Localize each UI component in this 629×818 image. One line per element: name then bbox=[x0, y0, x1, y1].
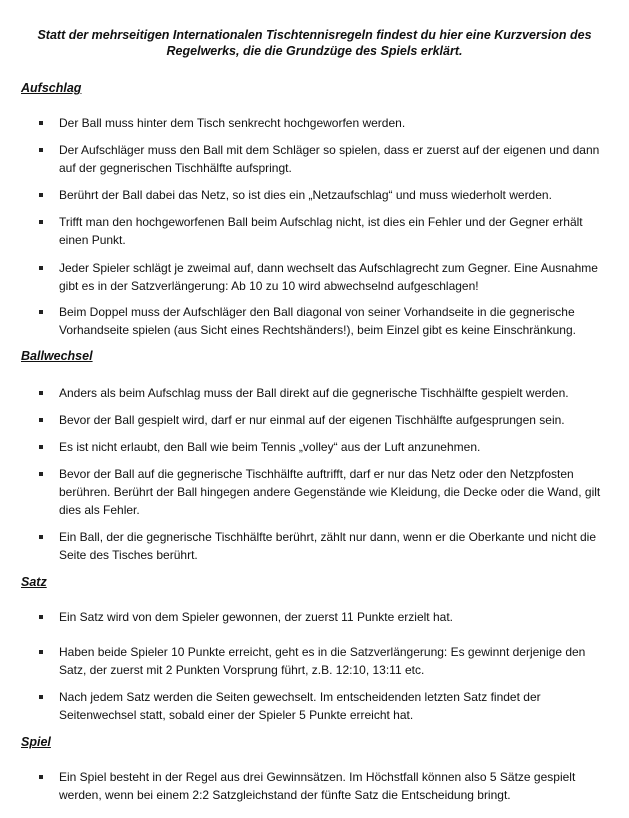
list-item: Trifft man den hochgeworfenen Ball beim Aufschlag nicht, ist dies ein Fehler und der Gegner erhält einen Punkt. bbox=[39, 213, 609, 249]
heading-spiel: Spiel bbox=[21, 735, 51, 749]
bullet-icon bbox=[39, 695, 43, 699]
list-item: Der Ball muss hinter dem Tisch senkrecht hochgeworfen werden. bbox=[39, 114, 609, 132]
bullet-icon bbox=[39, 121, 43, 125]
bullet-icon bbox=[39, 472, 43, 476]
list-item: Bevor der Ball auf die gegnerische Tischhälfte auftrifft, darf er nur das Netz oder den Netzpfosten berühren. Berührt der Ball hingegen andere Gegenstände wie Kleidung, die Decke oder die Wand, gilt dies als Fehler. bbox=[39, 465, 609, 519]
intro-text: Statt der mehrseitigen Internationalen Tischtennisregeln findest du hier eine Kurzversion des Regelwerks, die die Grundzüge des Spiels erklärt. bbox=[37, 28, 592, 58]
list-item: Nach jedem Satz werden die Seiten gewechselt. Im entscheidenden letzten Satz findet der Seitenwechsel statt, sobald einer der Spieler 5 Punkte erreicht hat. bbox=[39, 688, 609, 724]
bullet-icon bbox=[39, 535, 43, 539]
list-item: Bevor der Ball gespielt wird, darf er nur einmal auf der eigenen Tischhälfte aufgesprungen sein. bbox=[39, 411, 609, 429]
bullet-icon bbox=[39, 418, 43, 422]
bullet-icon bbox=[39, 148, 43, 152]
bullet-icon bbox=[39, 220, 43, 224]
bullet-icon bbox=[39, 650, 43, 654]
list-item: Haben beide Spieler 10 Punkte erreicht, geht es in die Satzverlängerung: Es gewinnt derjenige den Satz, der zuerst mit 2 Punkten Vorsprung führt, z.B. 12:10, 13:11 etc. bbox=[39, 643, 609, 679]
list-item: Berührt der Ball dabei das Netz, so ist dies ein „Netzaufschlag“ und muss wiederholt werden. bbox=[39, 186, 609, 204]
bullet-icon bbox=[39, 615, 43, 619]
list-item: Jeder Spieler schlägt je zweimal auf, dann wechselt das Aufschlagrecht zum Gegner. Eine Ausnahme gibt es in der Satzverlängerung: Ab 10 zu 10 wird abwechselnd aufgeschlagen! bbox=[39, 259, 609, 295]
bullet-icon bbox=[39, 193, 43, 197]
list-item: Ein Ball, der die gegnerische Tischhälfte berührt, zählt nur dann, wenn er die Oberkante und nicht die Seite des Tisches berührt. bbox=[39, 528, 609, 564]
bullet-icon bbox=[39, 775, 43, 779]
list-item: Es ist nicht erlaubt, den Ball wie beim Tennis „volley“ aus der Luft anzunehmen. bbox=[39, 438, 609, 456]
list-item: Ein Spiel besteht in der Regel aus drei Gewinnsätzen. Im Höchstfall können also 5 Sätze gespielt werden, wenn bei einem 2:2 Satzgleichstand der fünfte Satz die Entscheidung bringt. bbox=[39, 768, 609, 804]
bullet-icon bbox=[39, 266, 43, 270]
list-item: Ein Satz wird von dem Spieler gewonnen, der zuerst 11 Punkte erzielt hat. bbox=[39, 608, 609, 626]
list-item: Beim Doppel muss der Aufschläger den Ball diagonal von seiner Vorhandseite in die gegnerische Vorhandseite spielen (aus Sicht eines Rechtshänders!), beim Einzel gibt es keine Einschränkung. bbox=[39, 303, 609, 339]
heading-satz: Satz bbox=[21, 575, 47, 589]
heading-aufschlag: Aufschlag bbox=[21, 81, 82, 95]
bullet-icon bbox=[39, 391, 43, 395]
heading-ballwechsel: Ballwechsel bbox=[21, 349, 93, 363]
bullet-icon bbox=[39, 445, 43, 449]
bullet-icon bbox=[39, 310, 43, 314]
list-item: Der Aufschläger muss den Ball mit dem Schläger so spielen, dass er zuerst auf der eigenen und dann auf der gegnerischen Tischhälfte aufspringt. bbox=[39, 141, 609, 177]
list-item: Anders als beim Aufschlag muss der Ball direkt auf die gegnerische Tischhälfte gespielt werden. bbox=[39, 384, 609, 402]
